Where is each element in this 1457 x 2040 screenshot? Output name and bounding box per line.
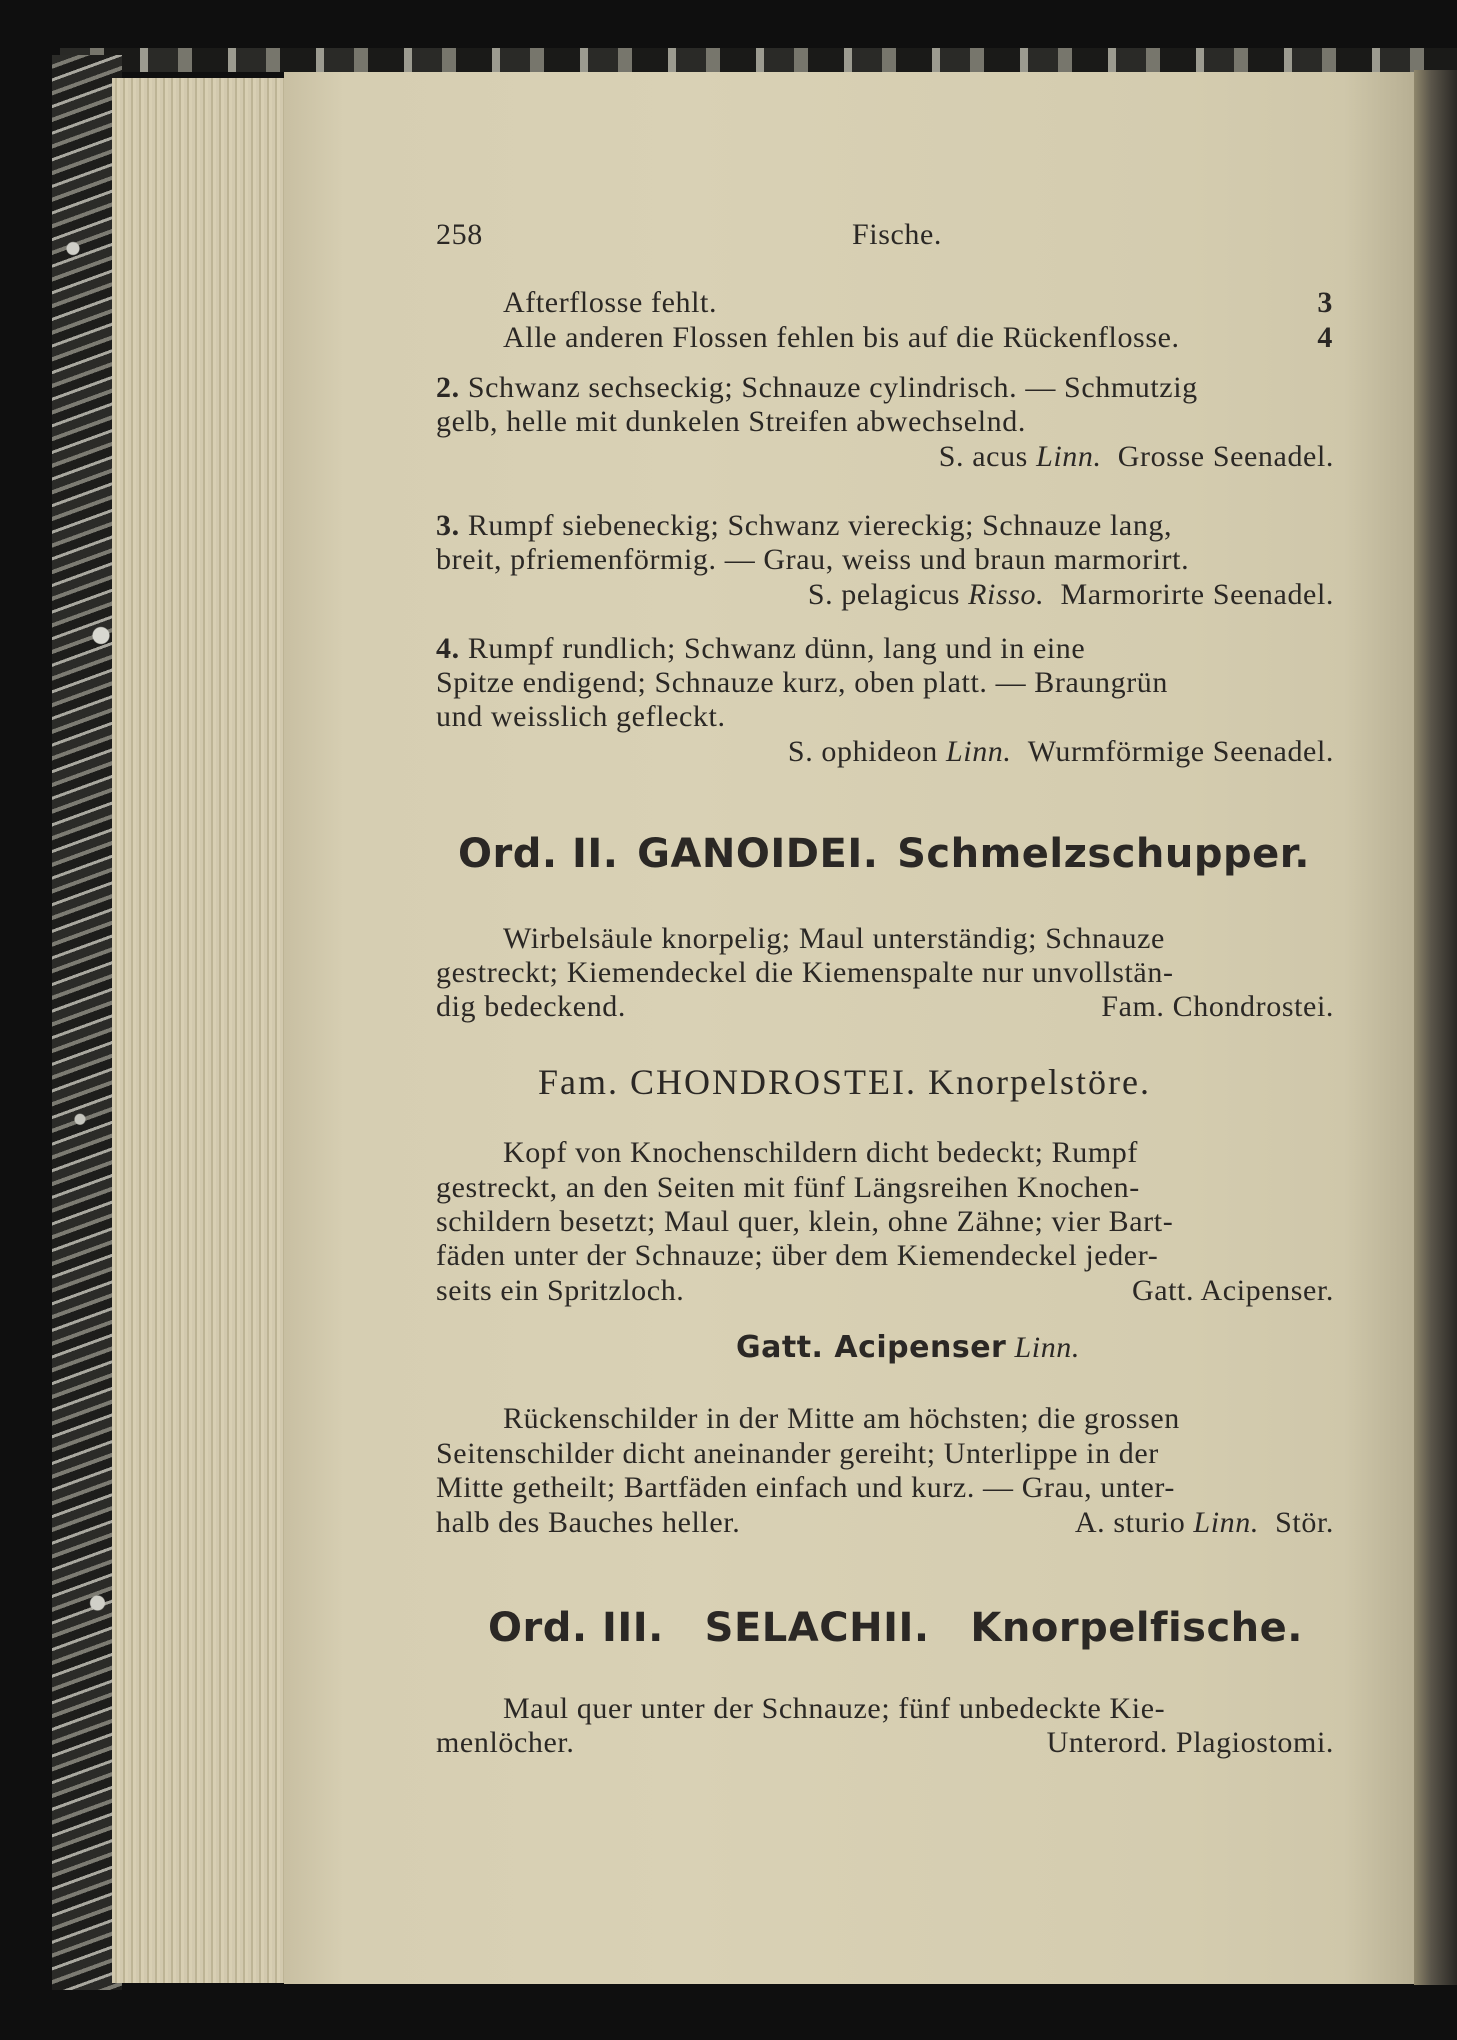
species-name: S. ophideon bbox=[787, 735, 938, 768]
order-name: GANOIDEI. bbox=[637, 831, 879, 877]
genus-species bbox=[1075, 1506, 1334, 1540]
genus-line-3: Mitte getheilt; Bartfäden einfach und kurz. — Grau, unter- bbox=[436, 1471, 1175, 1504]
line-text: seits ein Spritzloch. bbox=[436, 1274, 685, 1307]
family-line-3: schildern besetzt; Maul quer, klein, ohne Zähne; vier Bart- bbox=[436, 1205, 1174, 1238]
entry-3-line-1 bbox=[436, 509, 1172, 543]
order-name: SELACHII. bbox=[704, 1605, 930, 1651]
entry-4-number: 4. bbox=[436, 632, 460, 665]
entry-4-text: Rumpf rundlich; Schwanz dünn, lang und in eine bbox=[467, 632, 1086, 665]
entry-2-number: 2. bbox=[436, 371, 460, 404]
genus-heading bbox=[736, 1328, 1080, 1368]
running-title: Fische. bbox=[852, 218, 943, 251]
key-line-2 bbox=[503, 321, 1333, 355]
species-name: S. pelagicus bbox=[807, 578, 960, 611]
species-author: Linn. bbox=[1193, 1506, 1259, 1539]
entry-4-line-2: Spitze endigend; Schnauze kurz, oben platt. — Braungrün bbox=[436, 666, 1168, 699]
species-author: Linn. bbox=[945, 735, 1012, 768]
family-line-2: gestreckt, an den Seiten mit fünf Längsreihen Knochen- bbox=[436, 1171, 1140, 1204]
order-2-heading bbox=[458, 830, 1310, 878]
line-text: dig bedeckend. bbox=[436, 990, 626, 1023]
entry-3-species bbox=[808, 578, 1334, 612]
order-3-line-2 bbox=[436, 1726, 1334, 1760]
order-german-name: Knorpelfische. bbox=[970, 1605, 1303, 1651]
cross-reference: Gatt. Acipenser. bbox=[1131, 1274, 1334, 1307]
common-name: Wurmförmige Seenadel. bbox=[1027, 735, 1334, 768]
common-name: Marmorirte Seenadel. bbox=[1060, 578, 1334, 611]
key-line-2-ref: 4 bbox=[1317, 321, 1333, 354]
entry-3-text: Rumpf siebeneckig; Schwanz viereckig; Schnauze lang, bbox=[467, 509, 1173, 542]
common-name: Stör. bbox=[1275, 1506, 1334, 1539]
cross-reference: Fam. Chondrostei. bbox=[1101, 990, 1334, 1023]
entry-4-line-3: und weisslich gefleckt. bbox=[436, 700, 726, 733]
entry-4-line-1 bbox=[436, 632, 1085, 666]
key-line-1-ref: 3 bbox=[1317, 286, 1333, 319]
key-line-2-text: Alle anderen Flossen fehlen bis auf die Rückenflosse. bbox=[503, 321, 1180, 354]
family-heading: Fam. CHONDROSTEI. Knorpelstöre. bbox=[538, 1062, 1151, 1102]
order-3-line-1: Maul quer unter der Schnauze; fünf unbedeckte Kie- bbox=[503, 1692, 1166, 1725]
species-author: Risso. bbox=[968, 578, 1045, 611]
genus-name: Gatt. Acipenser bbox=[736, 1330, 1007, 1365]
species-name: S. acus bbox=[938, 440, 1028, 473]
genus-author: Linn. bbox=[1014, 1331, 1080, 1364]
book-page bbox=[284, 72, 1414, 1984]
genus-line-4 bbox=[436, 1506, 1334, 1540]
genus-line-1: Rückenschilder in der Mitte am höchsten; die grossen bbox=[503, 1402, 1180, 1435]
order-number: Ord. III. bbox=[488, 1605, 664, 1651]
key-line-1-text: Afterflosse fehlt. bbox=[503, 286, 718, 319]
entry-3-line-2: breit, pfriemenförmig. — Grau, weiss und braun marmorirt. bbox=[436, 543, 1190, 576]
common-name: Grosse Seenadel. bbox=[1117, 440, 1334, 473]
entry-2-line-1 bbox=[436, 371, 1334, 405]
species-author: Linn. bbox=[1036, 440, 1102, 473]
order-3-heading bbox=[488, 1604, 1303, 1652]
entry-2-text: Schwanz sechseckig; Schnauze cylindrisch. — Schmutzig bbox=[467, 371, 1198, 404]
page-stack-edges bbox=[112, 78, 288, 1983]
order-2-line-3 bbox=[436, 990, 1334, 1024]
entry-4-species bbox=[788, 735, 1334, 769]
family-line-5 bbox=[436, 1274, 1334, 1308]
family-line-1: Kopf von Knochenschildern dicht bedeckt; Rumpf bbox=[503, 1136, 1138, 1169]
key-line-1 bbox=[503, 286, 1333, 320]
book-cover-top-edge bbox=[60, 48, 1457, 72]
genus-line-2: Seitenschilder dicht aneinander gereiht; Unterlippe in der bbox=[436, 1437, 1159, 1470]
entry-2-species bbox=[939, 440, 1334, 474]
line-text: halb des Bauches heller. bbox=[436, 1506, 741, 1539]
entry-3-number: 3. bbox=[436, 509, 460, 542]
order-2-line-1: Wirbelsäule knorpelig; Maul unterständig; Schnauze bbox=[503, 922, 1165, 955]
line-text: menlöcher. bbox=[436, 1726, 575, 1759]
family-line-4: fäden unter der Schnauze; über dem Kiemendeckel jeder- bbox=[436, 1239, 1159, 1272]
order-number: Ord. II. bbox=[458, 831, 619, 877]
gutter-shadow bbox=[1414, 70, 1457, 1985]
entry-2-line-2: gelb, helle mit dunkelen Streifen abwechselnd. bbox=[436, 405, 1026, 438]
species-name: A. sturio bbox=[1074, 1506, 1186, 1539]
order-german-name: Schmelzschupper. bbox=[897, 831, 1310, 877]
page-number: 258 bbox=[436, 218, 483, 251]
order-2-line-2: gestreckt; Kiemendeckel die Kiemenspalte nur unvollstän- bbox=[436, 956, 1174, 989]
cross-reference: Unterord. Plagiostomi. bbox=[1046, 1726, 1334, 1759]
